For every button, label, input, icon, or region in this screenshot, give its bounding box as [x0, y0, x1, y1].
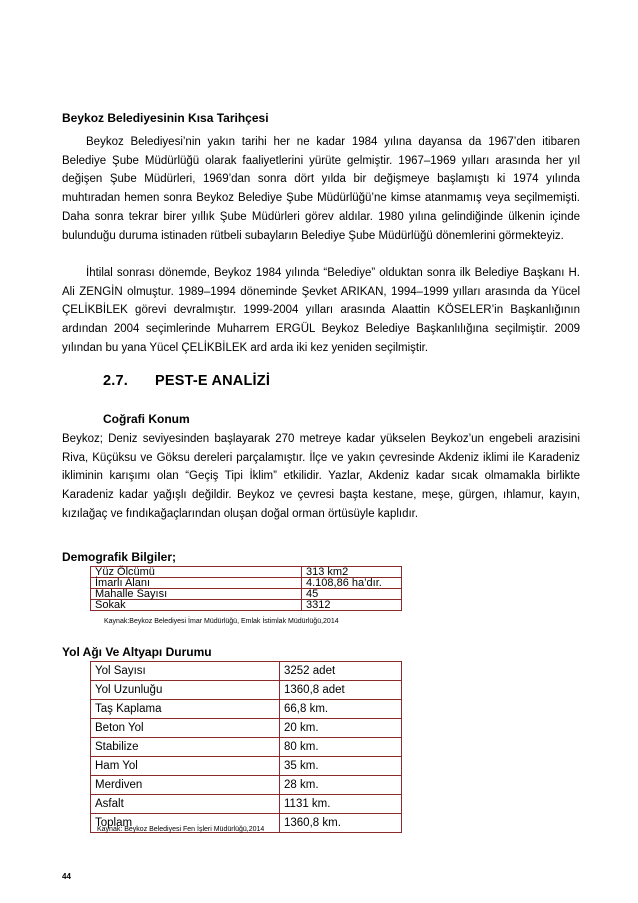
roads-title: Yol Ağı Ve Altyapı Durumu: [62, 645, 212, 659]
table-cell-label: Yüz Ölcümü: [91, 567, 302, 578]
table-cell-label: Ham Yol: [91, 757, 280, 776]
table-row: [91, 600, 402, 611]
demographics-table: [90, 566, 402, 611]
table-cell-value: 313 km2: [302, 567, 402, 578]
table-cell-value: 35 km.: [280, 757, 402, 776]
geo-paragraph: Beykoz; Deniz seviyesinden başlayarak 270 metreye kadar yükselen Beykoz’un engebeli arazisini Riva, Küçüksu ve Göksu dereleri parçalamıştır. İlçe ve yakın çevresinde Akdeniz iklimi ile Karadeniz ikliminin karışımı olan “Geçiş Tipi İklim” etkilidir. Yazlar, Akdeniz kadar sıcak olmamakla birlikte Karadeniz kadar yağışlı değildir. Beykoz ve çevresi başta kestane, meşe, gürgen, ıhlamur, kayın, kızılağaç ve fındıkağaçlarından oluşan doğal orman örtüsüyle kaplıdır.: [62, 433, 580, 520]
table-cell-label: İmarlı Alanı: [91, 578, 302, 589]
table-cell-label: Mahalle Sayısı: [91, 589, 302, 600]
table-row: [91, 700, 402, 719]
table-cell-value: 3252 adet: [280, 662, 402, 681]
table-row: [91, 738, 402, 757]
table-row: [91, 578, 402, 589]
geo-title: Coğrafi Konum: [103, 412, 190, 426]
section-title-text: PEST-E ANALİZİ: [155, 373, 271, 389]
history-heading: Beykoz Belediyesinin Kısa Tarihçesi: [62, 111, 269, 125]
table-row: [91, 589, 402, 600]
roads-source: Kaynak: Beykoz Belediyesi Fen İşleri Müdürlüğü,2014: [97, 826, 265, 833]
roads-table: [90, 661, 402, 833]
history-paragraph-1: [62, 133, 580, 245]
history-paragraph-1-text: Beykoz Belediyesi’nin yakın tarihi her ne kadar 1984 yılına dayansa da 1967’den itibaren Belediye Şube Müdürlüğü olarak faaliyetlerini yürüte gelmiştir. 1967–1969 yılları arasında her yıl değişen Şube Müdürleri, 1969’dan sonra dört yılda bir değişmeye başlamıştı ki 1974 yılında muhtıradan hemen sonra Beykoz Belediye Şube Müdürlüğü’ne kimse atanmamış veya seçilmemişti. Daha sonra tekrar birer yıllık Şube Müdürleri görev aldılar. 1980 yılına gelindiğinde ülkenin içinde bulunduğu duruma istinaden rütbeli subayların Belediye Şube Müdürlüğü dönemlerini görmekteyiz.: [62, 136, 580, 242]
demographics-title: Demografik Bilgiler;: [62, 550, 177, 564]
table-cell-label: Sokak: [91, 600, 302, 611]
table-cell-label: Merdiven: [91, 776, 280, 795]
table-row: [91, 757, 402, 776]
table-cell-value: 20 km.: [280, 719, 402, 738]
table-row: [91, 681, 402, 700]
table-cell-label: Stabilize: [91, 738, 280, 757]
table-cell-value: 4.108,86 ha’dır.: [302, 578, 402, 589]
table-cell-value: 1131 km.: [280, 795, 402, 814]
table-row: [91, 567, 402, 578]
table-cell-label: Toplam: [91, 814, 280, 833]
table-row: [91, 795, 402, 814]
section-number: 2.7.: [103, 373, 128, 389]
table-cell-label: Beton Yol: [91, 719, 280, 738]
table-cell-label: Yol Uzunluğu: [91, 681, 280, 700]
table-cell-value: 1360,8 km.: [280, 814, 402, 833]
table-cell-label: Asfalt: [91, 795, 280, 814]
table-cell-value: 66,8 km.: [280, 700, 402, 719]
table-cell-label: Taş Kaplama: [91, 700, 280, 719]
page-number: 44: [62, 872, 71, 881]
table-row: [91, 776, 402, 795]
table-row: [91, 662, 402, 681]
table-cell-value: 80 km.: [280, 738, 402, 757]
section-title: [103, 373, 270, 389]
table-cell-value: 3312: [302, 600, 402, 611]
table-cell-value: 1360,8 adet: [280, 681, 402, 700]
table-cell-value: 28 km.: [280, 776, 402, 795]
history-paragraph-2: [62, 264, 580, 358]
demographics-source: Kaynak:Beykoz Belediyesi İmar Müdürlüğü, Emlak İstimlak Müdürlüğü,2014: [104, 618, 339, 625]
table-cell-value: 45: [302, 589, 402, 600]
table-cell-label: Yol Sayısı: [91, 662, 280, 681]
history-paragraph-2-text: İhtilal sonrası dönemde, Beykoz 1984 yılında “Belediye” olduktan sonra ilk Belediye Başkanı H. Ali ZENGİN olmuştur. 1989–1994 döneminde Şevket ARIKAN, 1994–1999 yılları arasında da Yücel ÇELİKBİLEK görevi devralmıştır. 1999-2004 yılları arasında Alaattin KÖSELER’in Başkanlığının ardından 2004 seçimlerinde Muharrem ERGÜL Beykoz Belediye Başkanlılığına seçilmiştir. 2009 yılından bu yana Yücel ÇELİKBİLEK ard arda iki kez yeniden seçilmiştir.: [62, 267, 580, 354]
table-row: [91, 719, 402, 738]
